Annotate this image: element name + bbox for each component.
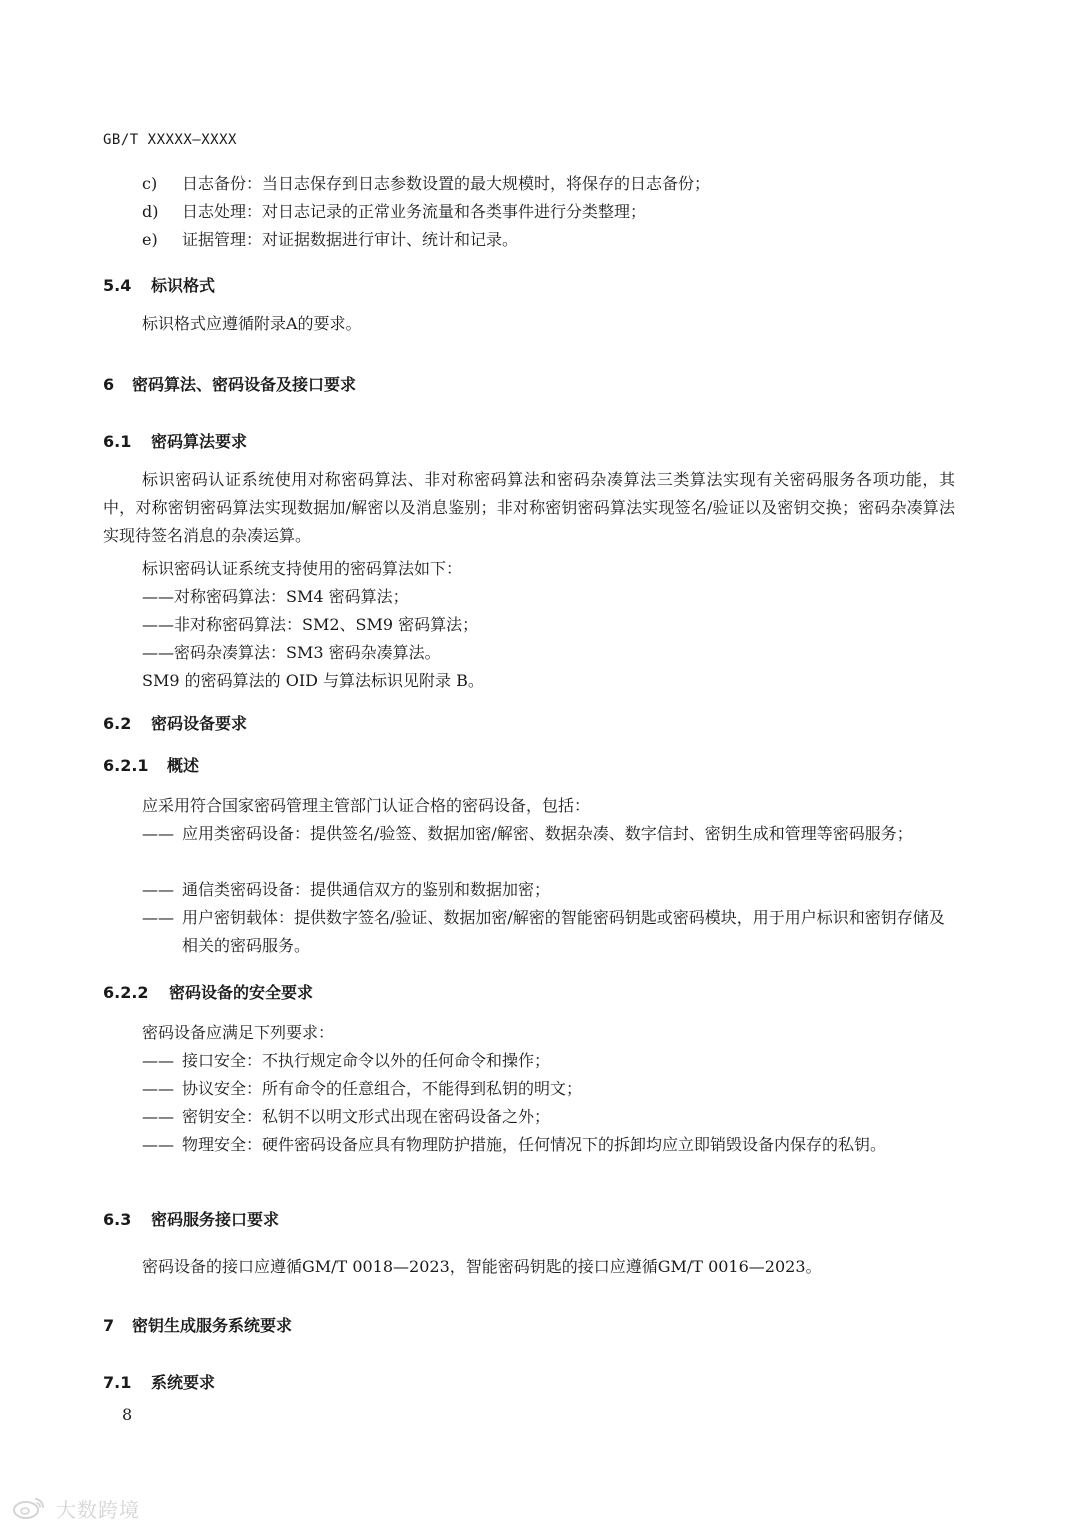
list-dash: ——: [142, 824, 174, 843]
list-item: [142, 1103, 954, 1131]
document-header-id: GB/T XXXXX—XXXX: [103, 132, 237, 148]
section-heading: [103, 753, 199, 776]
list-item: [142, 170, 711, 198]
list-dash: ——: [142, 1107, 174, 1126]
paragraph: 密码设备的接口应遵循GM/T 0018—2023，智能密码钥匙的接口应遵循GM/T 0016—2023。: [142, 1257, 822, 1276]
list-dash: ——: [142, 880, 174, 899]
list-dash: ——: [142, 908, 174, 927]
list-dash: ——: [142, 1135, 174, 1154]
list-dash: ——: [142, 1079, 174, 1098]
section-title: 标识格式: [151, 276, 216, 295]
section-number: 6: [103, 375, 115, 394]
list-item-text: 协议安全：所有命令的任意组合，不能得到私钥的明文；: [182, 1079, 583, 1098]
list-item-label: d): [142, 202, 159, 221]
paragraph: 标识密码认证系统支持使用的密码算法如下：: [142, 559, 463, 578]
watermark-text: 大数跨境: [56, 1498, 140, 1522]
list-item: [142, 1131, 954, 1159]
section-number: 6.2.2: [103, 983, 149, 1002]
section-heading: [103, 711, 247, 734]
list-item-text: 日志处理：对日志记录的正常业务流量和各类事件进行分类整理；: [182, 202, 647, 221]
list-item: [142, 876, 954, 904]
list-item: [142, 226, 519, 254]
list-item-text: 密钥安全：私钥不以明文形式出现在密码设备之外；: [182, 1107, 551, 1126]
weibo-logo-icon: [10, 1493, 50, 1521]
section-number: 5.4: [103, 276, 132, 295]
section-heading: [103, 273, 215, 296]
list-item-text: 日志备份：当日志保存到日志参数设置的最大规模时，将保存的日志备份；: [182, 174, 711, 193]
paragraph: 密码设备应满足下列要求：: [142, 1023, 335, 1042]
section-title: 密码服务接口要求: [151, 1210, 280, 1229]
paragraph: 应采用符合国家密码管理主管部门认证合格的密码设备，包括：: [142, 796, 591, 815]
section-heading: [103, 1370, 215, 1393]
list-item: [142, 904, 954, 960]
section-number: 6.3: [103, 1210, 132, 1229]
paragraph: SM9 的密码算法的 OID 与算法标识见附录 B。: [142, 671, 484, 690]
section-title: 密码算法要求: [151, 432, 248, 451]
section-number: 6.1: [103, 432, 132, 451]
list-item-label: e): [142, 230, 158, 249]
list-dash: ——: [142, 1051, 174, 1070]
section-heading: [103, 1207, 279, 1230]
chapter-heading: [103, 372, 356, 395]
paragraph: 标识格式应遵循附录A的要求。: [142, 314, 362, 333]
section-title: 系统要求: [151, 1373, 216, 1392]
section-title: 密码设备要求: [151, 714, 248, 733]
section-number: 7: [103, 1316, 115, 1335]
section-heading: [103, 980, 313, 1003]
list-item-text: 物理安全：硬件密码设备应具有物理防护措施，任何情况下的拆卸均应立即销毁设备内保存的私钥。: [182, 1135, 887, 1154]
list-item: [142, 198, 647, 226]
section-title: 密钥生成服务系统要求: [132, 1316, 293, 1335]
list-item: [142, 1075, 954, 1103]
list-item: [142, 820, 954, 848]
paragraph: 标识密码认证系统使用对称密码算法、非对称密码算法和密码杂凑算法三类算法实现有关密码服务各项功能，其中，对称密钥密码算法实现数据加/解密以及消息鉴别；非对称密钥密码算法实现签名/验证以及密钥交换；密码杂凑算法实现待签名消息的杂凑运算。: [103, 470, 955, 545]
list-item: ——非对称密码算法：SM2、SM9 密码算法；: [142, 615, 479, 634]
list-item: ——密码杂凑算法：SM3 密码杂凑算法。: [142, 643, 441, 662]
section-number: 6.2.1: [103, 756, 149, 775]
page-number: 8: [122, 1405, 133, 1424]
section-title: 密码算法、密码设备及接口要求: [132, 375, 357, 394]
list-item-text: 通信类密码设备：提供通信双方的鉴别和数据加密；: [182, 880, 551, 899]
section-number: 6.2: [103, 714, 132, 733]
chapter-heading: [103, 1313, 292, 1336]
section-title: 密码设备的安全要求: [169, 983, 314, 1002]
list-item: ——对称密码算法：SM4 密码算法；: [142, 587, 409, 606]
list-item-text: 用户密钥载体：提供数字签名/验证、数据加密/解密的智能密码钥匙或密码模块，用于用户标识和密钥存储及相关的密码服务。: [182, 908, 945, 955]
section-number: 7.1: [103, 1373, 132, 1392]
section-heading: [103, 429, 247, 452]
section-title: 概述: [167, 756, 200, 775]
list-item-text: 应用类密码设备：提供签名/验签、数据加密/解密、数据杂凑、数字信封、密钥生成和管理等密码服务；: [182, 824, 913, 843]
list-item-text: 接口安全：不执行规定命令以外的任何命令和操作；: [182, 1051, 551, 1070]
list-item: [142, 1047, 954, 1075]
list-item-label: c): [142, 174, 158, 193]
list-item-text: 证据管理：对证据数据进行审计、统计和记录。: [182, 230, 519, 249]
